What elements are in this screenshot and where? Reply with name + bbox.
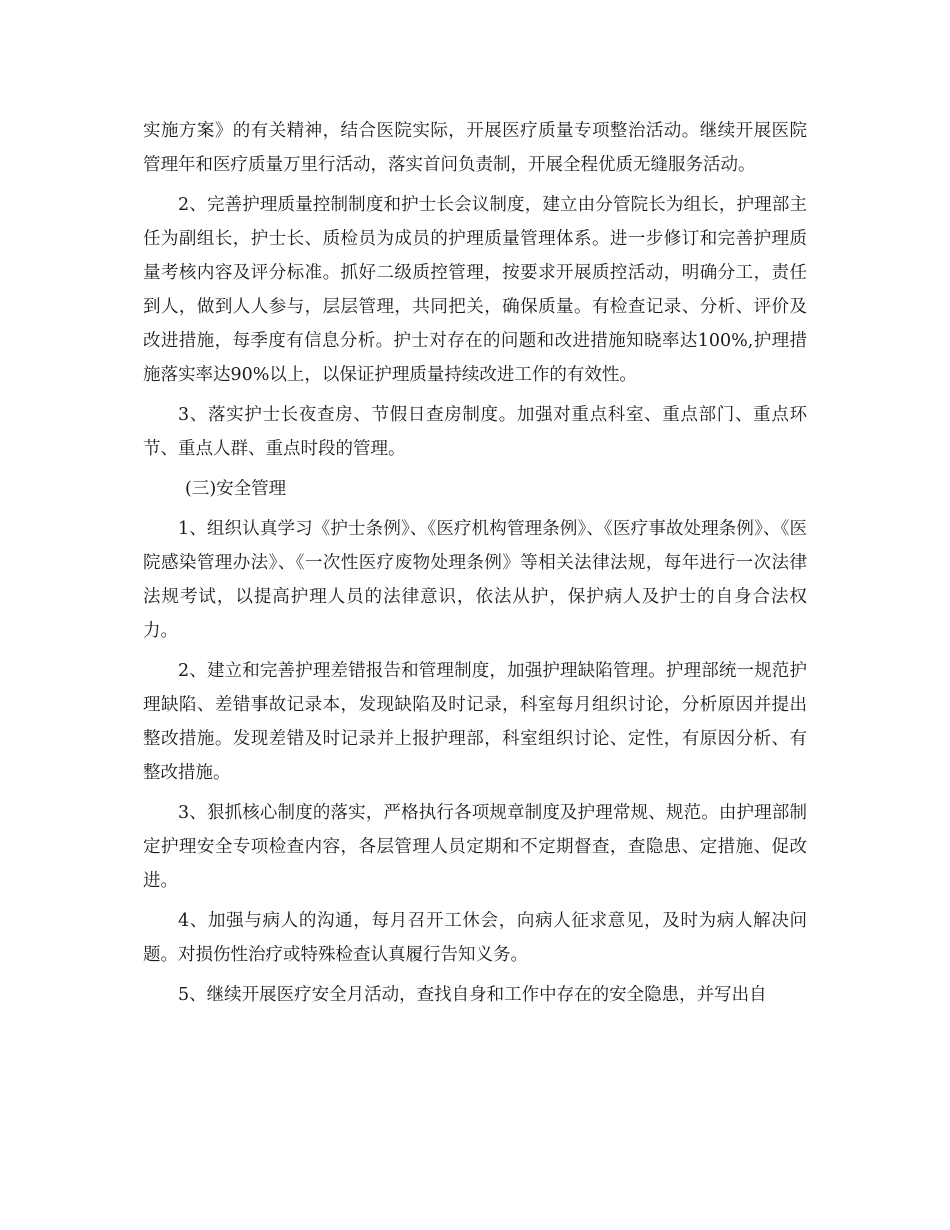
paragraph-item-2: 2、完善护理质量控制制度和护士长会议制度，建立由分管院长为组长，护理部主任为副组长，护士长、质检员为成员的护理质量管理体系。进一步修订和完善护理质量考核内容及评分标准。抓好二级质控管理，按要求开展质控活动，明确分工，责任到人，做到人人参与，层层管理，共同把关，确保质量。有检查记录、分析、评价及改进措施，每季度有信息分析。护士对存在的问题和改进措施知晓率达100%,护理措施落实率达90%以上，以保证护理质量持续改进工作的有效性。	[143, 195, 807, 385]
document-body	[143, 114, 807, 1018]
section-heading-safety: (三)安全管理	[185, 479, 287, 499]
paragraph-safety-3: 3、狠抓核心制度的落实，严格执行各项规章制度及护理常规、规范。由护理部制定护理安全专项检查内容，各层管理人员定期和不定期督查，查隐患、定措施、促改进。	[143, 803, 807, 891]
paragraph-safety-2: 2、建立和完善护理差错报告和管理制度，加强护理缺陷管理。护理部统一规范护理缺陷、差错事故记录本，发现缺陷及时记录，科室每月组织讨论，分析原因并提出整改措施。发现差错及时记录并上报护理部，科室组织讨论、定性，有原因分析、有整改措施。	[143, 661, 807, 783]
paragraph-continuation: 实施方案》的有关精神，结合医院实际，开展医疗质量专项整治活动。继续开展医院管理年和医疗质量万里行活动，落实首问负责制，开展全程优质无缝服务活动。	[143, 121, 807, 175]
paragraph-item-3: 3、落实护士长夜查房、节假日查房制度。加强对重点科室、重点部门、重点环节、重点人群、重点时段的管理。	[143, 405, 807, 459]
paragraph-safety-4: 4、加强与病人的沟通，每月召开工休会，向病人征求意见，及时为病人解决问题。对损伤性治疗或特殊检查认真履行告知义务。	[143, 911, 807, 965]
paragraph-safety-1: 1、组织认真学习《护士条例》、《医疗机构管理条例》、《医疗事故处理条例》、《医院感染管理办法》、《一次性医疗废物处理条例》等相关法律法规，每年进行一次法律法规考试，以提高护理人员的法律意识，依法从护，保护病人及护士的自身合法权力。	[143, 519, 807, 641]
paragraph-safety-5: 5、继续开展医疗安全月活动，查找自身和工作中存在的安全隐患，并写出自	[178, 985, 767, 1005]
